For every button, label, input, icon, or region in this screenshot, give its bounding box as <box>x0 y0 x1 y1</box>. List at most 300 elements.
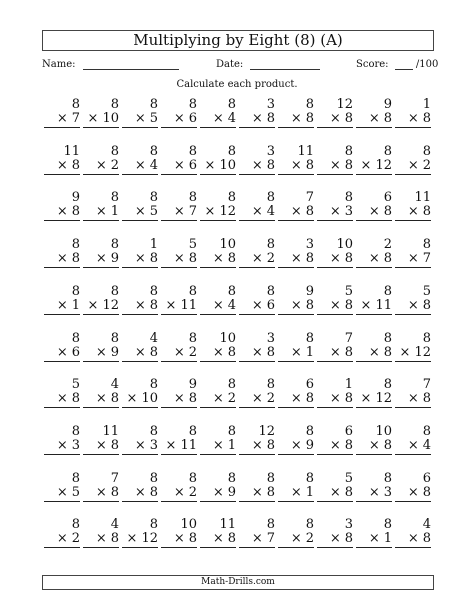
multiplier-line <box>161 346 197 362</box>
problem <box>44 425 80 455</box>
multiplier-line <box>317 112 353 128</box>
times-icon: × <box>212 437 224 453</box>
multiplicand: 10 <box>336 237 353 253</box>
multiplier: 4 <box>149 157 158 173</box>
problem <box>161 425 197 455</box>
times-icon: × <box>329 391 341 407</box>
multiplier-line <box>200 486 236 502</box>
multiplier: 8 <box>149 251 158 267</box>
problem <box>356 145 392 175</box>
times-icon: × <box>360 391 372 407</box>
multiplier-line <box>83 439 119 455</box>
multiplicand: 8 <box>305 423 314 439</box>
problem <box>200 191 236 221</box>
problem <box>395 378 431 408</box>
problem <box>161 191 197 221</box>
multiplier: 12 <box>375 157 392 173</box>
multiplier-line <box>239 532 275 548</box>
problem <box>161 238 197 268</box>
times-icon: × <box>407 437 419 453</box>
problem <box>278 98 314 128</box>
problem <box>239 425 275 455</box>
times-icon: × <box>204 204 216 220</box>
multiplier-line <box>200 159 236 175</box>
multiplicand: 5 <box>71 377 80 393</box>
multiplicand: 8 <box>110 143 119 159</box>
multiplier: 1 <box>383 531 392 547</box>
date-blank[interactable] <box>250 59 320 70</box>
multiplier-line <box>44 392 80 408</box>
multiplier-line <box>278 346 314 362</box>
multiplier: 6 <box>71 344 80 360</box>
multiplier: 8 <box>344 297 353 313</box>
multiplicand: 1 <box>344 377 353 393</box>
multiplier-line <box>395 439 431 455</box>
problem <box>356 238 392 268</box>
multiplicand: 11 <box>102 423 119 439</box>
multiplier: 1 <box>110 204 119 220</box>
times-icon: × <box>368 251 380 267</box>
multiplier: 7 <box>266 531 275 547</box>
multiplier-line <box>317 159 353 175</box>
multiplier: 8 <box>266 344 275 360</box>
multiplicand: 8 <box>149 190 158 206</box>
problem <box>317 332 353 362</box>
problem <box>83 191 119 221</box>
multiplier: 8 <box>422 531 431 547</box>
multiplicand: 8 <box>188 470 197 486</box>
multiplier: 8 <box>383 204 392 220</box>
multiplier-line <box>83 486 119 502</box>
problem-grid <box>44 98 432 558</box>
multiplier-line <box>395 346 431 362</box>
times-icon: × <box>329 157 341 173</box>
multiplicand: 8 <box>344 190 353 206</box>
multiplicand: 8 <box>71 330 80 346</box>
multiplicand: 8 <box>188 143 197 159</box>
times-icon: × <box>173 391 185 407</box>
problem <box>395 98 431 128</box>
multiplier: 8 <box>266 484 275 500</box>
multiplier: 11 <box>180 297 197 313</box>
multiplier-line <box>200 299 236 315</box>
multiplier-line <box>161 392 197 408</box>
multiplicand: 8 <box>383 470 392 486</box>
multiplier: 8 <box>422 111 431 126</box>
problem <box>278 145 314 175</box>
multiplicand: 5 <box>344 470 353 486</box>
times-icon: × <box>251 531 263 547</box>
score-field[interactable] <box>356 59 438 70</box>
name-field[interactable] <box>42 59 179 70</box>
times-icon: × <box>368 531 380 547</box>
multiplier-line <box>83 532 119 548</box>
multiplier: 3 <box>344 204 353 220</box>
multiplier: 10 <box>102 111 119 126</box>
score-blank[interactable] <box>395 59 413 70</box>
problem <box>122 285 158 315</box>
date-field[interactable] <box>216 59 320 70</box>
times-icon: × <box>212 251 224 267</box>
multiplier: 8 <box>422 391 431 407</box>
problem <box>317 285 353 315</box>
times-icon: × <box>329 344 341 360</box>
date-label: Date: <box>216 59 244 70</box>
times-icon: × <box>368 111 380 126</box>
multiplier-line <box>356 299 392 315</box>
multiplier-line <box>122 252 158 268</box>
times-icon: × <box>56 531 68 547</box>
times-icon: × <box>212 111 224 126</box>
multiplier-line <box>278 532 314 548</box>
multiplier-line <box>200 532 236 548</box>
times-icon: × <box>165 437 177 453</box>
multiplicand: 8 <box>383 283 392 299</box>
problem <box>200 378 236 408</box>
multiplier-line <box>122 159 158 175</box>
multiplier: 8 <box>188 531 197 547</box>
multiplier-line <box>200 252 236 268</box>
multiplicand: 9 <box>71 190 80 206</box>
multiplicand: 8 <box>227 143 236 159</box>
multiplicand: 6 <box>422 470 431 486</box>
multiplier: 8 <box>383 437 392 453</box>
times-icon: × <box>173 251 185 267</box>
multiplicand: 8 <box>227 190 236 206</box>
multiplier: 8 <box>227 251 236 267</box>
times-icon: × <box>251 297 263 313</box>
times-icon: × <box>95 484 107 500</box>
multiplicand: 8 <box>227 283 236 299</box>
multiplier: 8 <box>110 484 119 500</box>
multiplicand: 8 <box>266 470 275 486</box>
times-icon: × <box>251 157 263 173</box>
multiplicand: 8 <box>422 423 431 439</box>
times-icon: × <box>173 531 185 547</box>
multiplier-line <box>44 299 80 315</box>
problem <box>239 378 275 408</box>
multiplier-line <box>161 112 197 128</box>
multiplier: 8 <box>266 111 275 126</box>
multiplier-line <box>317 532 353 548</box>
times-icon: × <box>165 297 177 313</box>
multiplicand: 8 <box>266 517 275 533</box>
times-icon: × <box>56 484 68 500</box>
problem <box>317 98 353 128</box>
multiplier: 8 <box>266 437 275 453</box>
multiplier-line <box>395 159 431 175</box>
problem <box>239 332 275 362</box>
multiplier: 8 <box>344 391 353 407</box>
times-icon: × <box>329 297 341 313</box>
times-icon: × <box>173 344 185 360</box>
multiplicand: 7 <box>110 470 119 486</box>
times-icon: × <box>126 391 138 407</box>
problem <box>122 98 158 128</box>
multiplicand: 8 <box>110 283 119 299</box>
problem <box>356 332 392 362</box>
problem <box>161 472 197 502</box>
times-icon: × <box>95 204 107 220</box>
multiplicand: 9 <box>188 377 197 393</box>
multiplier: 1 <box>305 484 314 500</box>
multiplier-line <box>317 346 353 362</box>
multiplier-line <box>44 439 80 455</box>
multiplier-line <box>200 205 236 221</box>
multiplicand: 8 <box>71 237 80 253</box>
problem <box>83 425 119 455</box>
multiplier-line <box>161 299 197 315</box>
times-icon: × <box>251 251 263 267</box>
multiplier-line <box>83 205 119 221</box>
times-icon: × <box>87 111 99 126</box>
problem <box>161 145 197 175</box>
multiplier-line <box>356 205 392 221</box>
multiplier: 2 <box>188 344 197 360</box>
multiplier-line <box>83 112 119 128</box>
problem <box>278 332 314 362</box>
multiplicand: 1 <box>149 237 158 253</box>
multiplicand: 8 <box>266 237 275 253</box>
multiplicand: 8 <box>149 470 158 486</box>
problem <box>161 285 197 315</box>
problem <box>239 472 275 502</box>
multiplier-line <box>278 439 314 455</box>
problem <box>278 425 314 455</box>
multiplier: 8 <box>188 251 197 267</box>
multiplier-line <box>44 252 80 268</box>
problem <box>44 518 80 548</box>
multiplicand: 5 <box>422 283 431 299</box>
multiplier-line <box>83 252 119 268</box>
multiplicand: 12 <box>258 423 275 439</box>
times-icon: × <box>56 157 68 173</box>
times-icon: × <box>329 251 341 267</box>
multiplier: 2 <box>305 531 314 547</box>
multiplicand: 10 <box>180 517 197 533</box>
multiplier-line <box>395 205 431 221</box>
times-icon: × <box>212 484 224 500</box>
multiplier: 11 <box>180 437 197 453</box>
multiplicand: 4 <box>110 377 119 393</box>
times-icon: × <box>329 484 341 500</box>
problem <box>239 145 275 175</box>
times-icon: × <box>95 437 107 453</box>
times-icon: × <box>204 157 216 173</box>
multiplicand: 5 <box>188 237 197 253</box>
multiplicand: 11 <box>414 190 431 206</box>
multiplier-line <box>278 392 314 408</box>
multiplier: 12 <box>375 391 392 407</box>
multiplier-line <box>395 252 431 268</box>
multiplier-line <box>317 486 353 502</box>
multiplier-line <box>122 112 158 128</box>
problem <box>200 332 236 362</box>
times-icon: × <box>407 531 419 547</box>
multiplicand: 7 <box>344 330 353 346</box>
multiplier-line <box>278 299 314 315</box>
times-icon: × <box>251 204 263 220</box>
multiplier-line <box>278 486 314 502</box>
problem <box>317 238 353 268</box>
multiplier: 8 <box>71 157 80 173</box>
multiplicand: 8 <box>188 423 197 439</box>
multiplier: 8 <box>422 484 431 500</box>
multiplicand: 8 <box>110 190 119 206</box>
multiplier: 8 <box>188 391 197 407</box>
times-icon: × <box>407 297 419 313</box>
multiplier: 8 <box>71 204 80 220</box>
score-suffix: /100 <box>415 59 439 70</box>
problem <box>161 378 197 408</box>
multiplicand: 8 <box>305 97 314 112</box>
multiplier-line <box>44 159 80 175</box>
problem <box>122 378 158 408</box>
times-icon: × <box>251 484 263 500</box>
problem <box>317 145 353 175</box>
problem <box>317 518 353 548</box>
multiplier: 8 <box>344 344 353 360</box>
multiplicand: 8 <box>188 283 197 299</box>
multiplier: 8 <box>149 484 158 500</box>
multiplier-line <box>317 205 353 221</box>
multiplier: 3 <box>149 437 158 453</box>
times-icon: × <box>134 251 146 267</box>
multiplier: 7 <box>71 111 80 126</box>
multiplicand: 8 <box>266 190 275 206</box>
multiplier: 12 <box>102 297 119 313</box>
multiplier-line <box>200 392 236 408</box>
multiplier-line <box>122 299 158 315</box>
multiplier: 8 <box>383 111 392 126</box>
multiplicand: 10 <box>219 237 236 253</box>
problem <box>44 145 80 175</box>
problem <box>317 191 353 221</box>
multiplier: 6 <box>188 111 197 126</box>
times-icon: × <box>360 157 372 173</box>
multiplier: 10 <box>219 157 236 173</box>
multiplicand: 9 <box>383 97 392 112</box>
multiplier-line <box>239 299 275 315</box>
problem <box>317 378 353 408</box>
multiplier-line <box>239 159 275 175</box>
times-icon: × <box>56 344 68 360</box>
multiplicand: 8 <box>227 423 236 439</box>
multiplier-line <box>161 486 197 502</box>
multiplier: 8 <box>422 204 431 220</box>
times-icon: × <box>329 111 341 126</box>
problem <box>356 472 392 502</box>
times-icon: × <box>56 204 68 220</box>
problem <box>83 378 119 408</box>
multiplier-line <box>278 205 314 221</box>
multiplier-line <box>317 252 353 268</box>
multiplicand: 3 <box>266 97 275 112</box>
problem <box>122 238 158 268</box>
times-icon: × <box>173 111 185 126</box>
multiplier: 8 <box>149 344 158 360</box>
multiplicand: 4 <box>422 517 431 533</box>
times-icon: × <box>173 484 185 500</box>
problem <box>356 425 392 455</box>
multiplicand: 8 <box>188 190 197 206</box>
multiplier-line <box>83 392 119 408</box>
times-icon: × <box>329 531 341 547</box>
times-icon: × <box>407 484 419 500</box>
times-icon: × <box>95 391 107 407</box>
problem <box>44 191 80 221</box>
times-icon: × <box>290 204 302 220</box>
times-icon: × <box>212 297 224 313</box>
times-icon: × <box>212 344 224 360</box>
multiplier: 8 <box>344 484 353 500</box>
multiplier: 8 <box>344 531 353 547</box>
multiplier: 10 <box>141 391 158 407</box>
times-icon: × <box>134 204 146 220</box>
problem <box>200 285 236 315</box>
multiplier-line <box>356 112 392 128</box>
multiplier: 8 <box>110 437 119 453</box>
times-icon: × <box>368 204 380 220</box>
multiplier: 4 <box>227 111 236 126</box>
problem <box>239 518 275 548</box>
multiplier: 8 <box>305 157 314 173</box>
times-icon: × <box>95 531 107 547</box>
multiplicand: 8 <box>110 97 119 112</box>
times-icon: × <box>290 251 302 267</box>
multiplier: 6 <box>266 297 275 313</box>
problem <box>239 191 275 221</box>
name-blank[interactable] <box>83 59 179 70</box>
times-icon: × <box>368 437 380 453</box>
multiplier-line <box>356 439 392 455</box>
times-icon: × <box>329 204 341 220</box>
multiplier: 8 <box>305 391 314 407</box>
problem <box>44 472 80 502</box>
problem <box>83 145 119 175</box>
multiplier-line <box>161 532 197 548</box>
times-icon: × <box>173 204 185 220</box>
multiplier-line <box>161 252 197 268</box>
multiplicand: 7 <box>305 190 314 206</box>
multiplicand: 8 <box>383 377 392 393</box>
times-icon: × <box>290 391 302 407</box>
multiplier-line <box>83 299 119 315</box>
multiplier-line <box>239 252 275 268</box>
problem <box>83 285 119 315</box>
times-icon: × <box>173 157 185 173</box>
multiplicand: 8 <box>71 517 80 533</box>
multiplier: 2 <box>110 157 119 173</box>
problem <box>44 238 80 268</box>
multiplier-line <box>356 532 392 548</box>
multiplier: 5 <box>149 204 158 220</box>
multiplier: 5 <box>149 111 158 126</box>
multiplier-line <box>395 392 431 408</box>
multiplier: 8 <box>227 344 236 360</box>
multiplicand: 8 <box>149 423 158 439</box>
multiplier-line <box>200 439 236 455</box>
multiplier: 3 <box>71 437 80 453</box>
multiplicand: 3 <box>266 330 275 346</box>
multiplicand: 8 <box>188 330 197 346</box>
multiplier-line <box>239 439 275 455</box>
multiplier: 8 <box>110 391 119 407</box>
multiplier: 8 <box>305 251 314 267</box>
multiplier: 1 <box>305 344 314 360</box>
problem <box>83 238 119 268</box>
multiplicand: 3 <box>305 237 314 253</box>
